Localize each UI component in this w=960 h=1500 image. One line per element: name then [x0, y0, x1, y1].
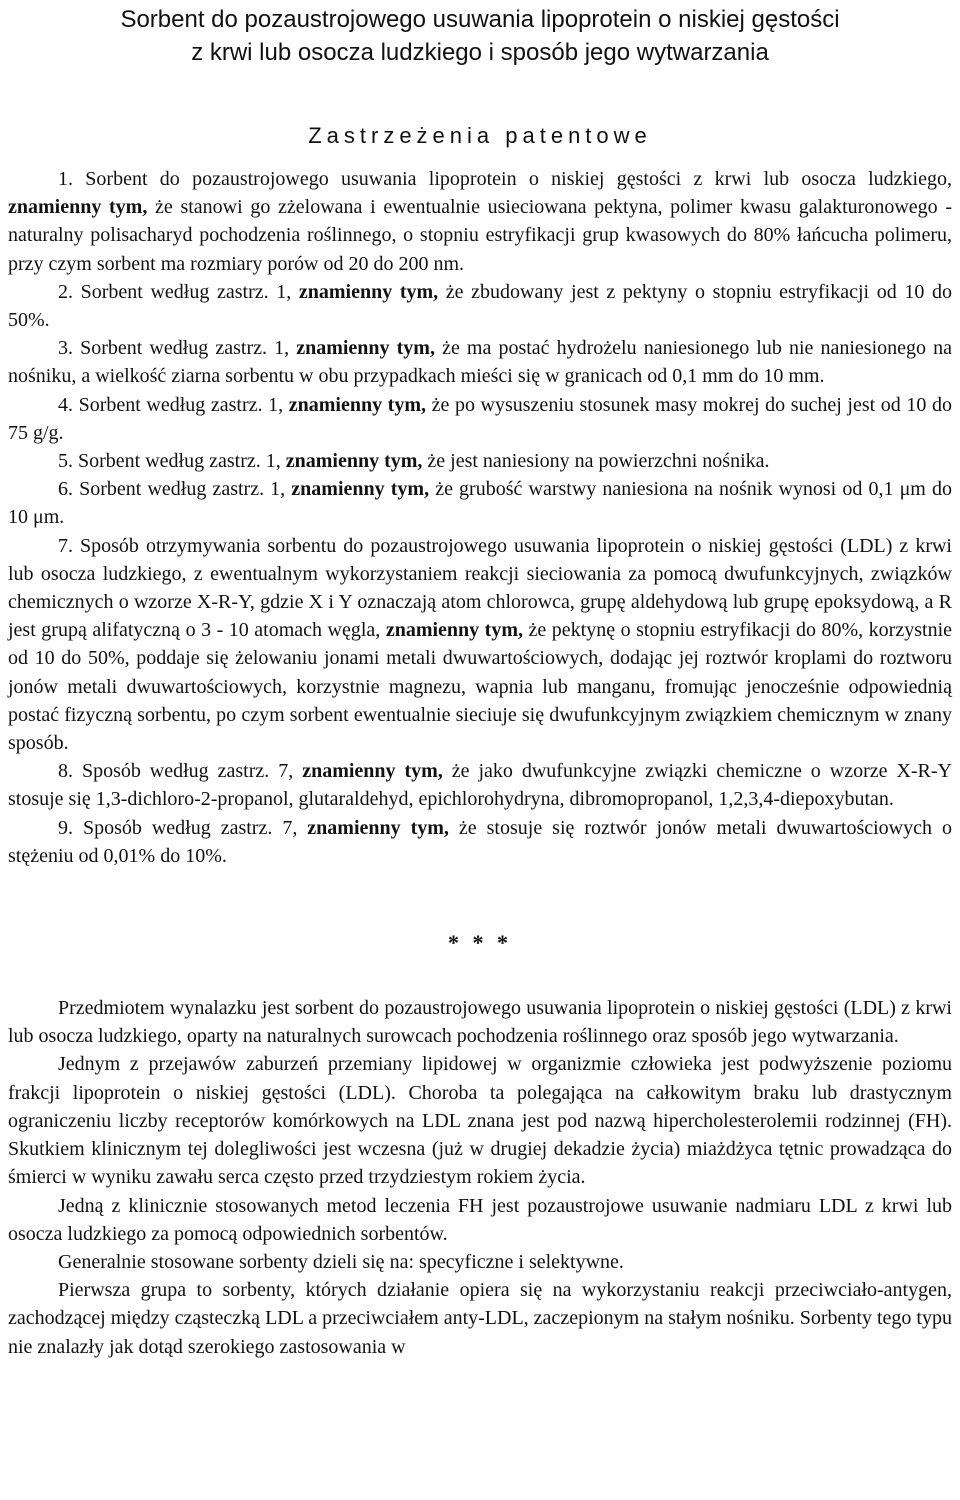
- claim-keyword: znamienny tym,: [288, 393, 426, 416]
- claims-heading: Zastrzeżenia patentowe: [308, 123, 652, 148]
- description-section: [8, 994, 952, 1361]
- description-paragraph: Przedmiotem wynalazku jest sorbent do pozaustrojowego usuwania lipoprotein o niskiej gęstości (LDL) z krwi lub osocza ludzkiego, oparty na naturalnych surowcach pochodzenia roślinnego oraz sposób jego wytwarzania.: [8, 997, 952, 1048]
- claim-paragraph: 4. Sorbent według zastrz. 1, znamienny tym, że po wysuszeniu stosunek masy mokrej do suchej jest od 10 do 75 g/g.: [8, 393, 952, 444]
- claim-paragraph: 8. Sposób według zastrz. 7, znamienny tym, że jako dwufunkcyjne związki chemiczne o wzorze X-R-Y stosuje się 1,3-dichloro-2-propanol, glutaraldehyd, epichlorohydryna, dibromopropanol, 1,2,3,4-diepoxybutan.: [8, 760, 952, 811]
- description-paragraph: Generalnie stosowane sorbenty dzieli się na: specyficzne i selektywne.: [58, 1250, 624, 1273]
- claim-keyword: znamienny tym,: [285, 450, 423, 473]
- claim-keyword: znamienny tym,: [385, 619, 523, 642]
- claim-paragraph: 2. Sorbent według zastrz. 1, znamienny tym, że zbudowany jest z pektyny o stopniu estryfikacji od 10 do 50%.: [8, 280, 952, 332]
- document-title: [8, 3, 952, 69]
- document-page: [8, 0, 952, 1361]
- claim-paragraph: 9. Sposób według zastrz. 7, znamienny tym, że stosuje się roztwór jonów metali dwuwartościowych o stężeniu od 0,01% do 10%.: [8, 816, 952, 867]
- claim-paragraph: 5. Sorbent według zastrz. 1, znamienny tym, że jest naniesiony na powierzchni nośnika.: [58, 450, 770, 473]
- title-line-1: Sorbent do pozaustrojowego usuwania lipoprotein o niskiej gęstości: [120, 6, 840, 33]
- claim-paragraph: 6. Sorbent według zastrz. 1, znamienny tym, że grubość warstwy naniesiona na nośnik wynosi od 0,1 μm do 10 μm.: [8, 478, 952, 529]
- description-paragraph: Jedną z klinicznie stosowanych metod leczenia FH jest pozaustrojowe usuwanie nadmiaru LDL z krwi lub osocza ludzkiego za pomocą odpowiednich sorbentów.: [8, 1194, 952, 1245]
- claim-paragraph: 1. Sorbent do pozaustrojowego usuwania lipoprotein o niskiej gęstości z krwi lub osocza ludzkiego, znamienny tym, że stanowi go zżelowana i ewentualnie usieciowana pektyna, polimer kwasu galakturonowego - naturalny polisacharyd pochodzenia roślinnego, o stopniu estryfikacji grup kwasowych do 80% łańcucha polimeru, przy czym sorbent ma rozmiary porów od 20 do 200 nm.: [8, 168, 952, 275]
- claim-keyword: znamienny tym,: [8, 196, 148, 219]
- section-separator: * * *: [448, 930, 512, 956]
- claim-keyword: znamienny tym,: [296, 337, 435, 360]
- claim-paragraph: 7. Sposób otrzymywania sorbentu do pozaustrojowego usuwania lipoprotein o niskiej gęstości (LDL) z krwi lub osocza ludzkiego, z ewentualnym wykorzystaniem reakcji sieciowania za pomocą dwufunkcyjnych, związków chemicznych o wzorze X-R-Y, gdzie X i Y oznaczają atom chlorowca, grupę aldehydową lub grupę epoksydową, a R jest grupą alifatyczną o 3 - 10 atomach węgla, znamienny tym, że pektynę o stopniu estryfikacji do 80%, korzystnie od 10 do 50%, poddaje się żelowaniu jonami metali dwuwartościowych, dodając jej roztwór kroplami do roztworu jonów metali dwuwartościowych, korzystnie magnezu, wapnia lub manganu, fromując jenocześnie odpowiednią postać fizyczną sorbentu, po czym sorbent ewentualnie sieciuje się dwufunkcyjnym związkiem chemicznym w znany sposób.: [8, 534, 952, 755]
- claim-keyword: znamienny tym,: [307, 816, 449, 839]
- claims-section: [8, 165, 952, 870]
- description-paragraph: Jednym z przejawów zaburzeń przemiany lipidowej w organizmie człowieka jest podwyższenie poziomu frakcji lipoprotein o niskiej gęstości (LDL). Choroba ta polegająca na całkowitym braku lub drastycznym ograniczeniu liczby receptorów komórkowych na LDL znana jest pod nazwą hipercholesterolemii rodzinnej (FH). Skutkiem klinicznym tej dolegliwości jest wczesna (już w drugiej dekadzie życia) miażdżyca tętnic prowadząca do śmierci w wyniku zawału serca często przed trzydziestym rokiem życia.: [8, 1053, 952, 1189]
- description-paragraph: Pierwsza grupa to sorbenty, których działanie opiera się na wykorzystaniu reakcji przeciwciało-antygen, zachodzącej między cząsteczką LDL a przeciwciałem anty-LDL, zaczepionym na stałym nośniku. Sorbenty tego typu nie znalazły jak dotąd szerokiego zastosowania w: [8, 1279, 952, 1358]
- claim-paragraph: 3. Sorbent według zastrz. 1, znamienny tym, że ma postać hydrożelu naniesionego lub nie naniesionego na nośniku, a wielkość ziarna sorbentu w obu przypadkach mieści się w granicach od 0,1 mm do 10 mm.: [8, 337, 952, 388]
- claim-keyword: znamienny tym,: [291, 478, 430, 501]
- claim-keyword: znamienny tym,: [302, 760, 443, 783]
- title-line-2: z krwi lub osocza ludzkiego i sposób jego wytwarzania: [191, 39, 769, 66]
- claim-keyword: znamienny tym,: [298, 280, 439, 303]
